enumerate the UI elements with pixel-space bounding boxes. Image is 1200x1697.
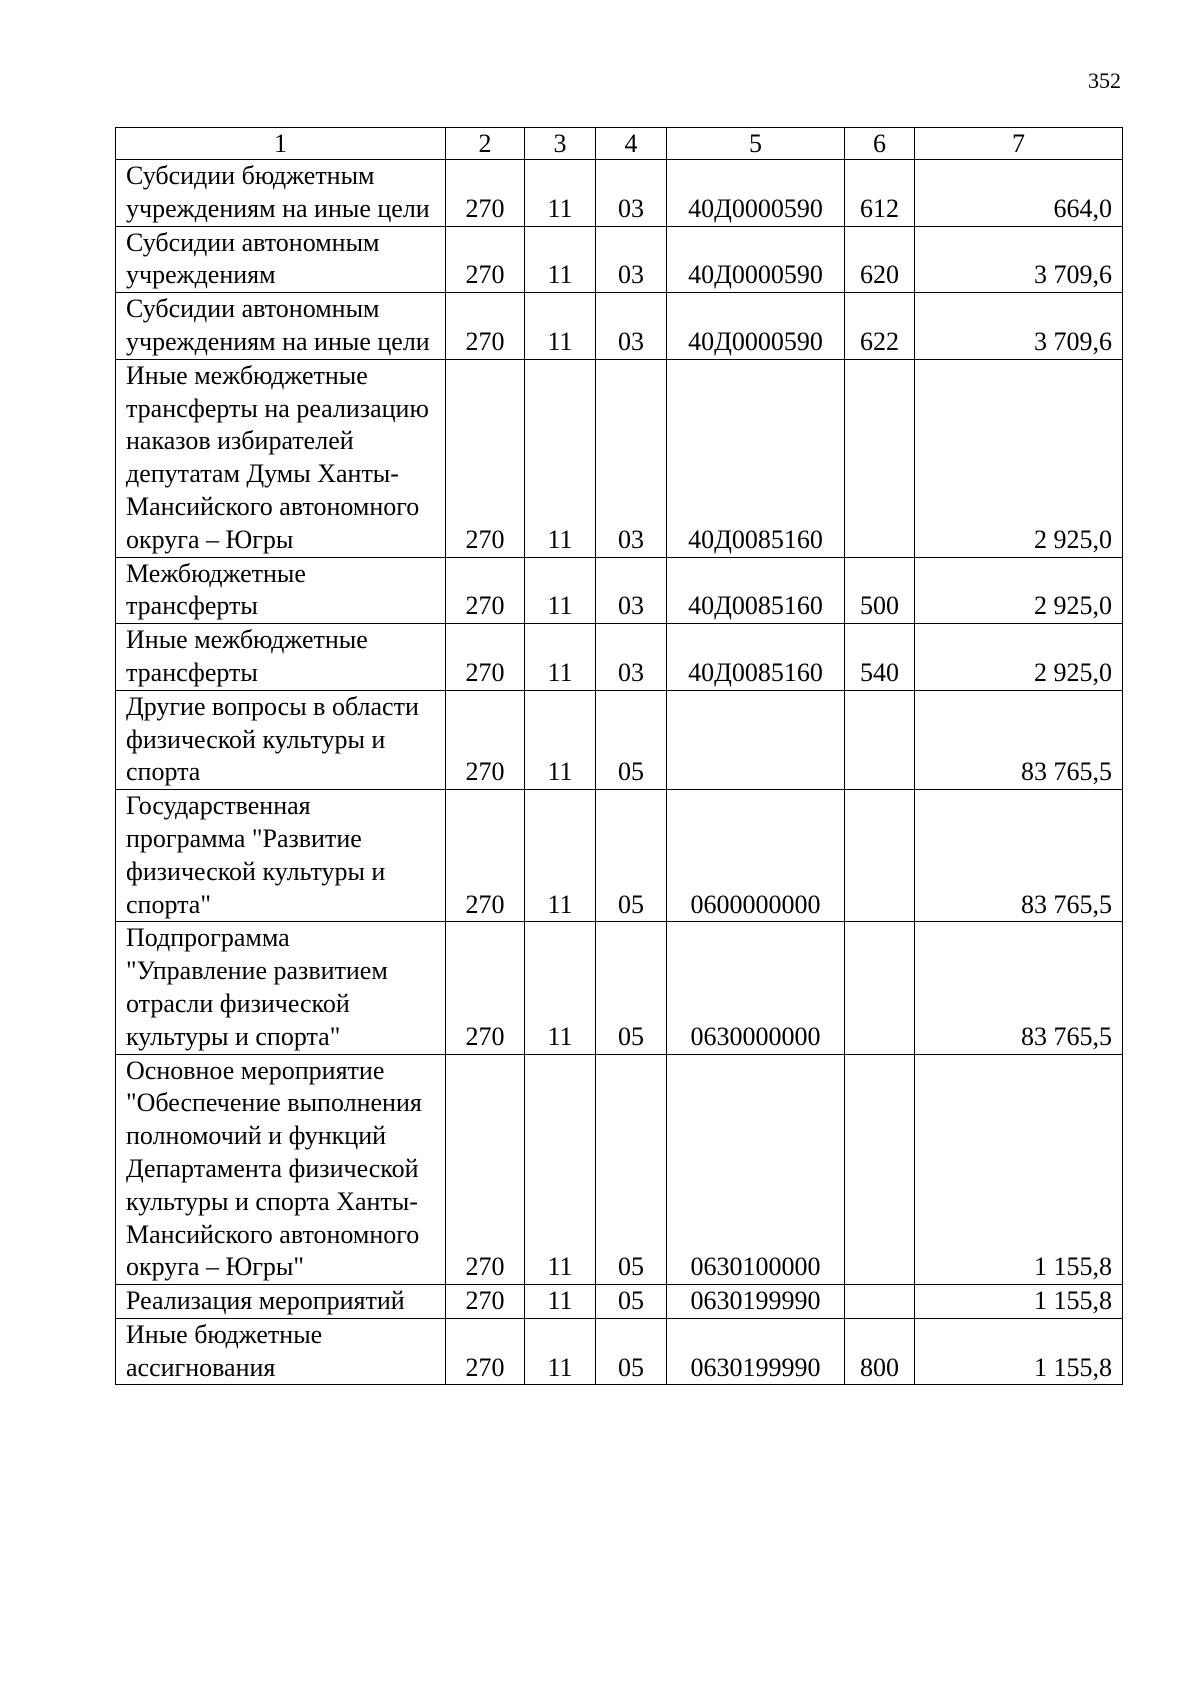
code-col-4: 03 bbox=[596, 226, 667, 293]
amount: 2 925,0 bbox=[915, 359, 1123, 557]
code-col-4: 05 bbox=[596, 1318, 667, 1385]
code-col-4: 05 bbox=[596, 1285, 667, 1319]
code-col-3: 11 bbox=[525, 359, 596, 557]
budget-table bbox=[115, 127, 1123, 1385]
code-col-6: 800 bbox=[845, 1318, 915, 1385]
code-col-6 bbox=[845, 790, 915, 922]
column-header: 5 bbox=[667, 128, 845, 160]
code-col-5: 0630100000 bbox=[667, 1054, 845, 1285]
code-col-3: 11 bbox=[525, 922, 596, 1054]
code-col-3: 11 bbox=[525, 1285, 596, 1319]
code-col-5: 40Д0000590 bbox=[667, 160, 845, 227]
item-name: Государственная программа "Развитие физической культуры и спорта" bbox=[116, 790, 446, 922]
code-col-5 bbox=[667, 690, 845, 789]
code-col-5: 0630199990 bbox=[667, 1285, 845, 1319]
item-name: Субсидии автономным учреждениям на иные цели bbox=[116, 293, 446, 360]
amount: 1 155,8 bbox=[915, 1318, 1123, 1385]
item-name: Иные бюджетные ассигнования bbox=[116, 1318, 446, 1385]
column-header: 6 bbox=[845, 128, 915, 160]
page-number: 352 bbox=[1088, 68, 1121, 93]
code-col-2: 270 bbox=[446, 359, 525, 557]
code-col-6 bbox=[845, 1054, 915, 1285]
code-col-2: 270 bbox=[446, 1054, 525, 1285]
code-col-2: 270 bbox=[446, 790, 525, 922]
column-header: 3 bbox=[525, 128, 596, 160]
table-row bbox=[116, 624, 1123, 691]
table-row bbox=[116, 359, 1123, 557]
code-col-2: 270 bbox=[446, 293, 525, 360]
code-col-3: 11 bbox=[525, 293, 596, 360]
code-col-5: 40Д0085160 bbox=[667, 557, 845, 624]
column-header: 4 bbox=[596, 128, 667, 160]
item-name: Реализация мероприятий bbox=[116, 1285, 446, 1319]
amount: 2 925,0 bbox=[915, 557, 1123, 624]
code-col-4: 03 bbox=[596, 293, 667, 360]
code-col-4: 03 bbox=[596, 624, 667, 691]
code-col-6 bbox=[845, 359, 915, 557]
amount: 3 709,6 bbox=[915, 226, 1123, 293]
table-row bbox=[116, 1054, 1123, 1285]
code-col-6: 620 bbox=[845, 226, 915, 293]
code-col-4: 05 bbox=[596, 1054, 667, 1285]
column-header: 2 bbox=[446, 128, 525, 160]
code-col-5: 40Д0085160 bbox=[667, 624, 845, 691]
code-col-5: 40Д0000590 bbox=[667, 226, 845, 293]
code-col-4: 03 bbox=[596, 160, 667, 227]
code-col-5: 40Д0085160 bbox=[667, 359, 845, 557]
amount: 664,0 bbox=[915, 160, 1123, 227]
item-name: Основное мероприятие "Обеспечение выполнения полномочий и функций Департамента физической культуры и спорта Ханты-Мансийского автономного округа – Югры" bbox=[116, 1054, 446, 1285]
code-col-5: 0630199990 bbox=[667, 1318, 845, 1385]
code-col-4: 05 bbox=[596, 690, 667, 789]
item-name: Межбюджетные трансферты bbox=[116, 557, 446, 624]
code-col-3: 11 bbox=[525, 1318, 596, 1385]
code-col-2: 270 bbox=[446, 624, 525, 691]
code-col-4: 05 bbox=[596, 922, 667, 1054]
code-col-6: 500 bbox=[845, 557, 915, 624]
item-name: Другие вопросы в области физической культуры и спорта bbox=[116, 690, 446, 789]
code-col-6: 622 bbox=[845, 293, 915, 360]
code-col-3: 11 bbox=[525, 557, 596, 624]
code-col-6: 540 bbox=[845, 624, 915, 691]
column-header: 1 bbox=[116, 128, 446, 160]
amount: 83 765,5 bbox=[915, 690, 1123, 789]
code-col-5: 40Д0000590 bbox=[667, 293, 845, 360]
code-col-3: 11 bbox=[525, 1054, 596, 1285]
code-col-2: 270 bbox=[446, 557, 525, 624]
code-col-3: 11 bbox=[525, 624, 596, 691]
table-row bbox=[116, 1318, 1123, 1385]
code-col-2: 270 bbox=[446, 922, 525, 1054]
code-col-3: 11 bbox=[525, 690, 596, 789]
item-name: Субсидии автономным учреждениям bbox=[116, 226, 446, 293]
amount: 2 925,0 bbox=[915, 624, 1123, 691]
amount: 1 155,8 bbox=[915, 1054, 1123, 1285]
code-col-6: 612 bbox=[845, 160, 915, 227]
code-col-6 bbox=[845, 922, 915, 1054]
amount: 83 765,5 bbox=[915, 790, 1123, 922]
column-header: 7 bbox=[915, 128, 1123, 160]
code-col-4: 05 bbox=[596, 790, 667, 922]
header-row bbox=[116, 128, 1123, 160]
item-name: Подпрограмма "Управление развитием отрасли физической культуры и спорта" bbox=[116, 922, 446, 1054]
item-name: Иные межбюджетные трансферты bbox=[116, 624, 446, 691]
code-col-2: 270 bbox=[446, 690, 525, 789]
table-row bbox=[116, 1285, 1123, 1319]
code-col-3: 11 bbox=[525, 790, 596, 922]
code-col-2: 270 bbox=[446, 1318, 525, 1385]
code-col-2: 270 bbox=[446, 160, 525, 227]
item-name: Иные межбюджетные трансферты на реализацию наказов избирателей депутатам Думы Ханты-Мансийского автономного округа – Югры bbox=[116, 359, 446, 557]
code-col-3: 11 bbox=[525, 160, 596, 227]
code-col-2: 270 bbox=[446, 1285, 525, 1319]
table-row bbox=[116, 160, 1123, 227]
table-row bbox=[116, 293, 1123, 360]
table-row bbox=[116, 557, 1123, 624]
code-col-5: 0600000000 bbox=[667, 790, 845, 922]
table-row bbox=[116, 226, 1123, 293]
code-col-5: 0630000000 bbox=[667, 922, 845, 1054]
item-name: Субсидии бюджетным учреждениям на иные цели bbox=[116, 160, 446, 227]
amount: 83 765,5 bbox=[915, 922, 1123, 1054]
amount: 1 155,8 bbox=[915, 1285, 1123, 1319]
code-col-4: 03 bbox=[596, 359, 667, 557]
code-col-4: 03 bbox=[596, 557, 667, 624]
table-row bbox=[116, 922, 1123, 1054]
code-col-3: 11 bbox=[525, 226, 596, 293]
code-col-6 bbox=[845, 690, 915, 789]
table-row bbox=[116, 690, 1123, 789]
table-row bbox=[116, 790, 1123, 922]
code-col-6 bbox=[845, 1285, 915, 1319]
code-col-2: 270 bbox=[446, 226, 525, 293]
amount: 3 709,6 bbox=[915, 293, 1123, 360]
